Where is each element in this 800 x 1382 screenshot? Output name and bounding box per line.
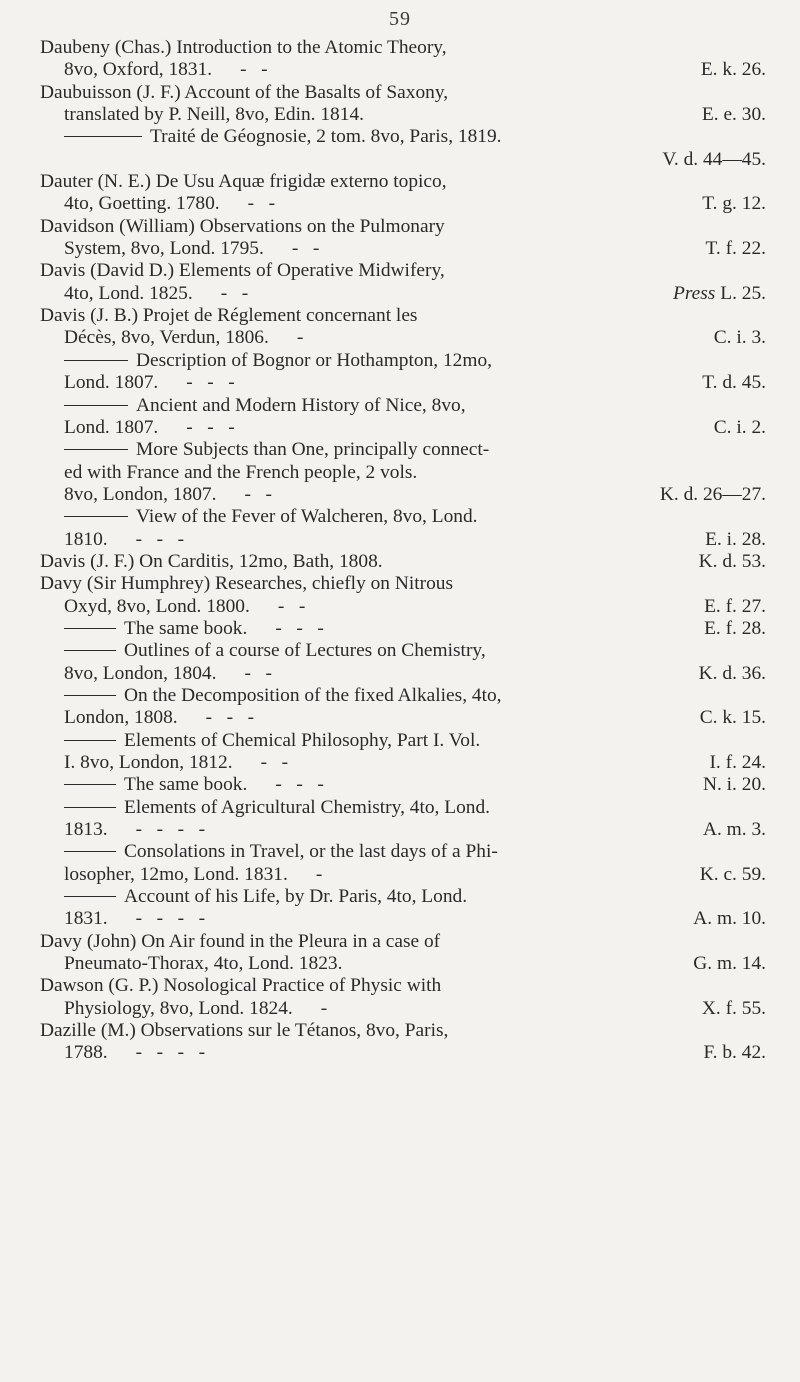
entry-text: ed with France and the French people, 2 vols.: [64, 461, 418, 483]
entry-text: Dawson (G. P.) Nosological Practice of Physic with: [40, 975, 442, 997]
leader-dashes: - - -: [205, 707, 255, 729]
entry-text: Davis (David D.) Elements of Operative Midwifery,: [40, 260, 445, 282]
shelf-mark-value: A. m. 3.: [702, 819, 766, 841]
shelf-mark: [705, 529, 766, 551]
catalogue-line: [40, 171, 766, 193]
entry-text: Elements of Agricultural Chemistry, 4to, Lond.: [124, 796, 491, 818]
leader-dashes: -: [296, 327, 304, 349]
ditto-rule: [64, 360, 128, 361]
shelf-mark-value: E. i. 28.: [705, 528, 766, 550]
catalogue-line: [40, 953, 766, 975]
entry-text: Dazille (M.) Observations sur le Tétanos, 8vo, Paris,: [40, 1020, 449, 1042]
shelf-mark-value: I. f. 24.: [709, 752, 766, 773]
leader-dashes: -: [315, 863, 323, 885]
shelf-mark: [703, 819, 766, 841]
entry-text: 1810.: [64, 528, 108, 550]
catalogue-line: [40, 1042, 766, 1064]
shelf-mark-value: C. k. 15.: [699, 707, 766, 729]
catalogue-line: [40, 975, 766, 997]
shelf-mark: [699, 551, 766, 573]
catalogue-line: [40, 529, 766, 551]
shelf-mark-value: X. f. 55.: [701, 997, 766, 1019]
shelf-mark-value: A. m. 10.: [693, 908, 766, 930]
ditto-rule: [64, 136, 142, 137]
leader-dashes: - -: [247, 193, 276, 215]
shelf-mark-value: K. d. 26—27.: [659, 483, 766, 505]
catalogue-line: [40, 998, 766, 1020]
catalogue-line: [40, 283, 766, 305]
catalogue-line: [40, 59, 766, 81]
catalogue-line: [40, 931, 766, 953]
leader-dashes: - -: [244, 483, 272, 505]
shelf-mark-value: V. d. 44—45.: [662, 148, 766, 170]
ditto-rule: [64, 784, 116, 785]
leader-dashes: - -: [244, 662, 272, 684]
entry-text: 4to, Lond. 1825.: [64, 282, 193, 304]
ditto-rule: [64, 695, 116, 696]
shelf-press-label: Press: [672, 282, 716, 304]
catalogue-line: [40, 752, 766, 774]
ditto-rule: [64, 650, 116, 651]
entry-text: System, 8vo, Lond. 1795.: [64, 238, 264, 260]
leader-dashes: - -: [240, 59, 268, 81]
entry-text: Traité de Géognosie, 2 tom. 8vo, Paris, 1819.: [150, 126, 502, 148]
catalogue-line: [40, 730, 766, 752]
ditto-rule: [64, 896, 116, 897]
leader-dashes: - - -: [275, 617, 324, 639]
shelf-mark-value: K. c. 59.: [699, 863, 766, 885]
shelf-mark-value: L. 25.: [720, 282, 766, 304]
entry-text: Daubuisson (J. F.) Account of the Basalts of Saxony,: [40, 81, 449, 103]
shelf-mark-value: N. i. 20.: [702, 774, 766, 796]
shelf-mark: [673, 283, 766, 305]
catalogue-line: [40, 663, 766, 685]
entry-text: Décès, 8vo, Verdun, 1806.: [64, 327, 269, 349]
shelf-mark-value: T. d. 45.: [702, 372, 766, 394]
shelf-mark-value: E. f. 27.: [704, 595, 766, 617]
leader-dashes: - -: [291, 238, 320, 260]
entry-text: Description of Bognor or Hothampton, 12mo,: [136, 349, 492, 371]
catalogue-line: [40, 305, 766, 327]
shelf-mark: [693, 953, 766, 975]
entry-text: Consolations in Travel, or the last days of a Phi-: [124, 841, 498, 863]
ditto-rule: [64, 405, 128, 406]
shelf-mark: [706, 238, 767, 260]
entry-text: Elements of Chemical Philosophy, Part I. Vol.: [124, 729, 481, 751]
shelf-mark: [700, 864, 766, 886]
catalogue-line: [40, 216, 766, 238]
entry-text: Davy (Sir Humphrey) Researches, chiefly on Nitrous: [40, 573, 454, 595]
catalogue-line: [40, 327, 766, 349]
shelf-mark: [660, 484, 766, 506]
shelf-mark: [709, 752, 766, 774]
entry-text: Oxyd, 8vo, Lond. 1800.: [64, 595, 250, 617]
entry-text: Pneumato-Thorax, 4to, Lond. 1823.: [64, 953, 343, 975]
catalogue-line: [40, 372, 766, 394]
catalogue-line: [40, 819, 766, 841]
ditto-rule: [64, 807, 116, 808]
catalogue-line: [40, 841, 766, 863]
catalogue-line: [40, 707, 766, 729]
ditto-rule: [64, 628, 116, 629]
catalogue-line: [40, 618, 766, 640]
shelf-mark: [714, 417, 766, 439]
shelf-mark: [702, 998, 766, 1020]
entry-text: Physiology, 8vo, Lond. 1824.: [64, 997, 293, 1019]
catalogue-line: [40, 886, 766, 908]
leader-dashes: - -: [260, 752, 289, 773]
shelf-mark: [693, 908, 766, 930]
leader-dashes: - - -: [186, 372, 235, 394]
catalogue-line: [40, 484, 766, 506]
shelf-mark-value: K. d. 36.: [698, 662, 766, 684]
leader-dashes: - - - -: [135, 1042, 206, 1064]
leader-dashes: - -: [277, 595, 306, 617]
entry-text: 1831.: [64, 908, 108, 930]
entry-text: London, 1808.: [64, 707, 178, 729]
shelf-mark-value: E. k. 26.: [700, 59, 766, 81]
ditto-rule: [64, 516, 128, 517]
shelf-mark: [701, 59, 766, 81]
shelf-mark: [702, 193, 766, 215]
entry-text: The same book.: [124, 617, 248, 639]
entry-text: The same book.: [124, 774, 248, 796]
shelf-mark-value: E. e. 30.: [701, 104, 766, 126]
shelf-mark: [702, 104, 766, 126]
entry-text: Account of his Life, by Dr. Paris, 4to, Lond.: [124, 886, 468, 908]
entry-text: losopher, 12mo, Lond. 1831.: [64, 863, 288, 885]
entry-text: Daubeny (Chas.) Introduction to the Atomic Theory,: [40, 37, 447, 58]
entry-text: 1788.: [64, 1042, 108, 1064]
ditto-rule: [64, 740, 116, 741]
catalogue-line: [40, 1020, 766, 1042]
catalogue-line: [40, 596, 766, 618]
catalogue-line: [40, 864, 766, 886]
catalogue-line: [40, 439, 766, 461]
catalogue-line: [40, 238, 766, 260]
catalogue-line: [40, 462, 766, 484]
catalogue-line: [40, 685, 766, 707]
catalogue-line: [40, 149, 766, 171]
entry-text: I. 8vo, London, 1812.: [64, 752, 233, 773]
catalogue-line: [40, 573, 766, 595]
catalogue-entries: [40, 37, 766, 1065]
shelf-mark: [699, 663, 766, 685]
entry-text: 1813.: [64, 819, 108, 841]
entry-text: Ancient and Modern History of Nice, 8vo,: [136, 394, 466, 416]
ditto-rule: [64, 449, 128, 450]
catalogue-line: [40, 506, 766, 528]
leader-dashes: - - -: [275, 774, 324, 796]
leader-dashes: - -: [220, 282, 249, 304]
shelf-mark: [703, 1042, 766, 1064]
catalogue-line: [40, 797, 766, 819]
catalogue-line: [40, 82, 766, 104]
entry-text: View of the Fever of Walcheren, 8vo, Lond.: [136, 506, 478, 528]
shelf-mark: [704, 596, 766, 618]
catalogue-line: [40, 126, 766, 148]
catalogue-line: [40, 395, 766, 417]
entry-text: Lond. 1807.: [64, 372, 159, 394]
entry-text: Davis (J. F.) On Carditis, 12mo, Bath, 1808.: [40, 550, 383, 572]
entry-text: Davy (John) On Air found in the Pleura in a case of: [40, 930, 441, 952]
page-number: 59: [389, 8, 411, 30]
shelf-mark-value: C. i. 2.: [713, 416, 766, 438]
catalogue-line: [40, 37, 766, 59]
catalogue-line: [40, 350, 766, 372]
shelf-mark-value: C. i. 3.: [713, 327, 766, 349]
entry-text: Dauter (N. E.) De Usu Aquæ frigidæ externo topico,: [40, 171, 447, 193]
entry-text: 8vo, Oxford, 1831.: [64, 59, 213, 81]
entry-text: 4to, Goetting. 1780.: [64, 193, 220, 215]
leader-dashes: - - - -: [135, 819, 206, 841]
shelf-mark-value: G. m. 14.: [693, 953, 766, 975]
shelf-mark-value: T. g. 12.: [702, 193, 766, 215]
entry-text: Davidson (William) Observations on the Pulmonary: [40, 215, 445, 237]
leader-dashes: - - - -: [135, 908, 206, 930]
catalogue-line: [40, 104, 766, 126]
shelf-mark-value: K. d. 53.: [698, 550, 766, 572]
catalogue-line: [40, 260, 766, 282]
entry-text: More Subjects than One, principally connect-: [136, 439, 490, 461]
catalogue-line: [40, 774, 766, 796]
shelf-mark-value: T. f. 22.: [705, 238, 766, 260]
entry-text: Lond. 1807.: [64, 416, 159, 438]
leader-dashes: - - -: [186, 416, 235, 438]
entry-text: Outlines of a course of Lectures on Chemistry,: [124, 640, 486, 662]
shelf-mark-value: F. b. 42.: [703, 1042, 766, 1064]
catalogue-line: [40, 193, 766, 215]
catalogue-line: [40, 908, 766, 930]
shelf-mark: [704, 618, 766, 640]
entry-text: translated by P. Neill, 8vo, Edin. 1814.: [64, 104, 364, 126]
shelf-mark-value: E. f. 28.: [704, 617, 766, 639]
leader-dashes: -: [320, 997, 328, 1019]
shelf-mark: [702, 372, 766, 394]
entry-text: 8vo, London, 1807.: [64, 483, 217, 505]
leader-dashes: - - -: [135, 528, 185, 550]
ditto-rule: [64, 851, 116, 852]
entry-text: 8vo, London, 1804.: [64, 662, 217, 684]
catalogue-line: [40, 417, 766, 439]
entry-text: On the Decomposition of the fixed Alkalies, 4to,: [124, 684, 502, 706]
catalogue-line: [40, 640, 766, 662]
shelf-mark: [700, 707, 766, 729]
catalogue-line: [40, 551, 766, 573]
entry-text: Davis (J. B.) Projet de Réglement concernant les: [40, 305, 418, 327]
shelf-mark: [662, 149, 766, 171]
shelf-mark: [703, 774, 766, 796]
shelf-mark: [714, 327, 766, 349]
